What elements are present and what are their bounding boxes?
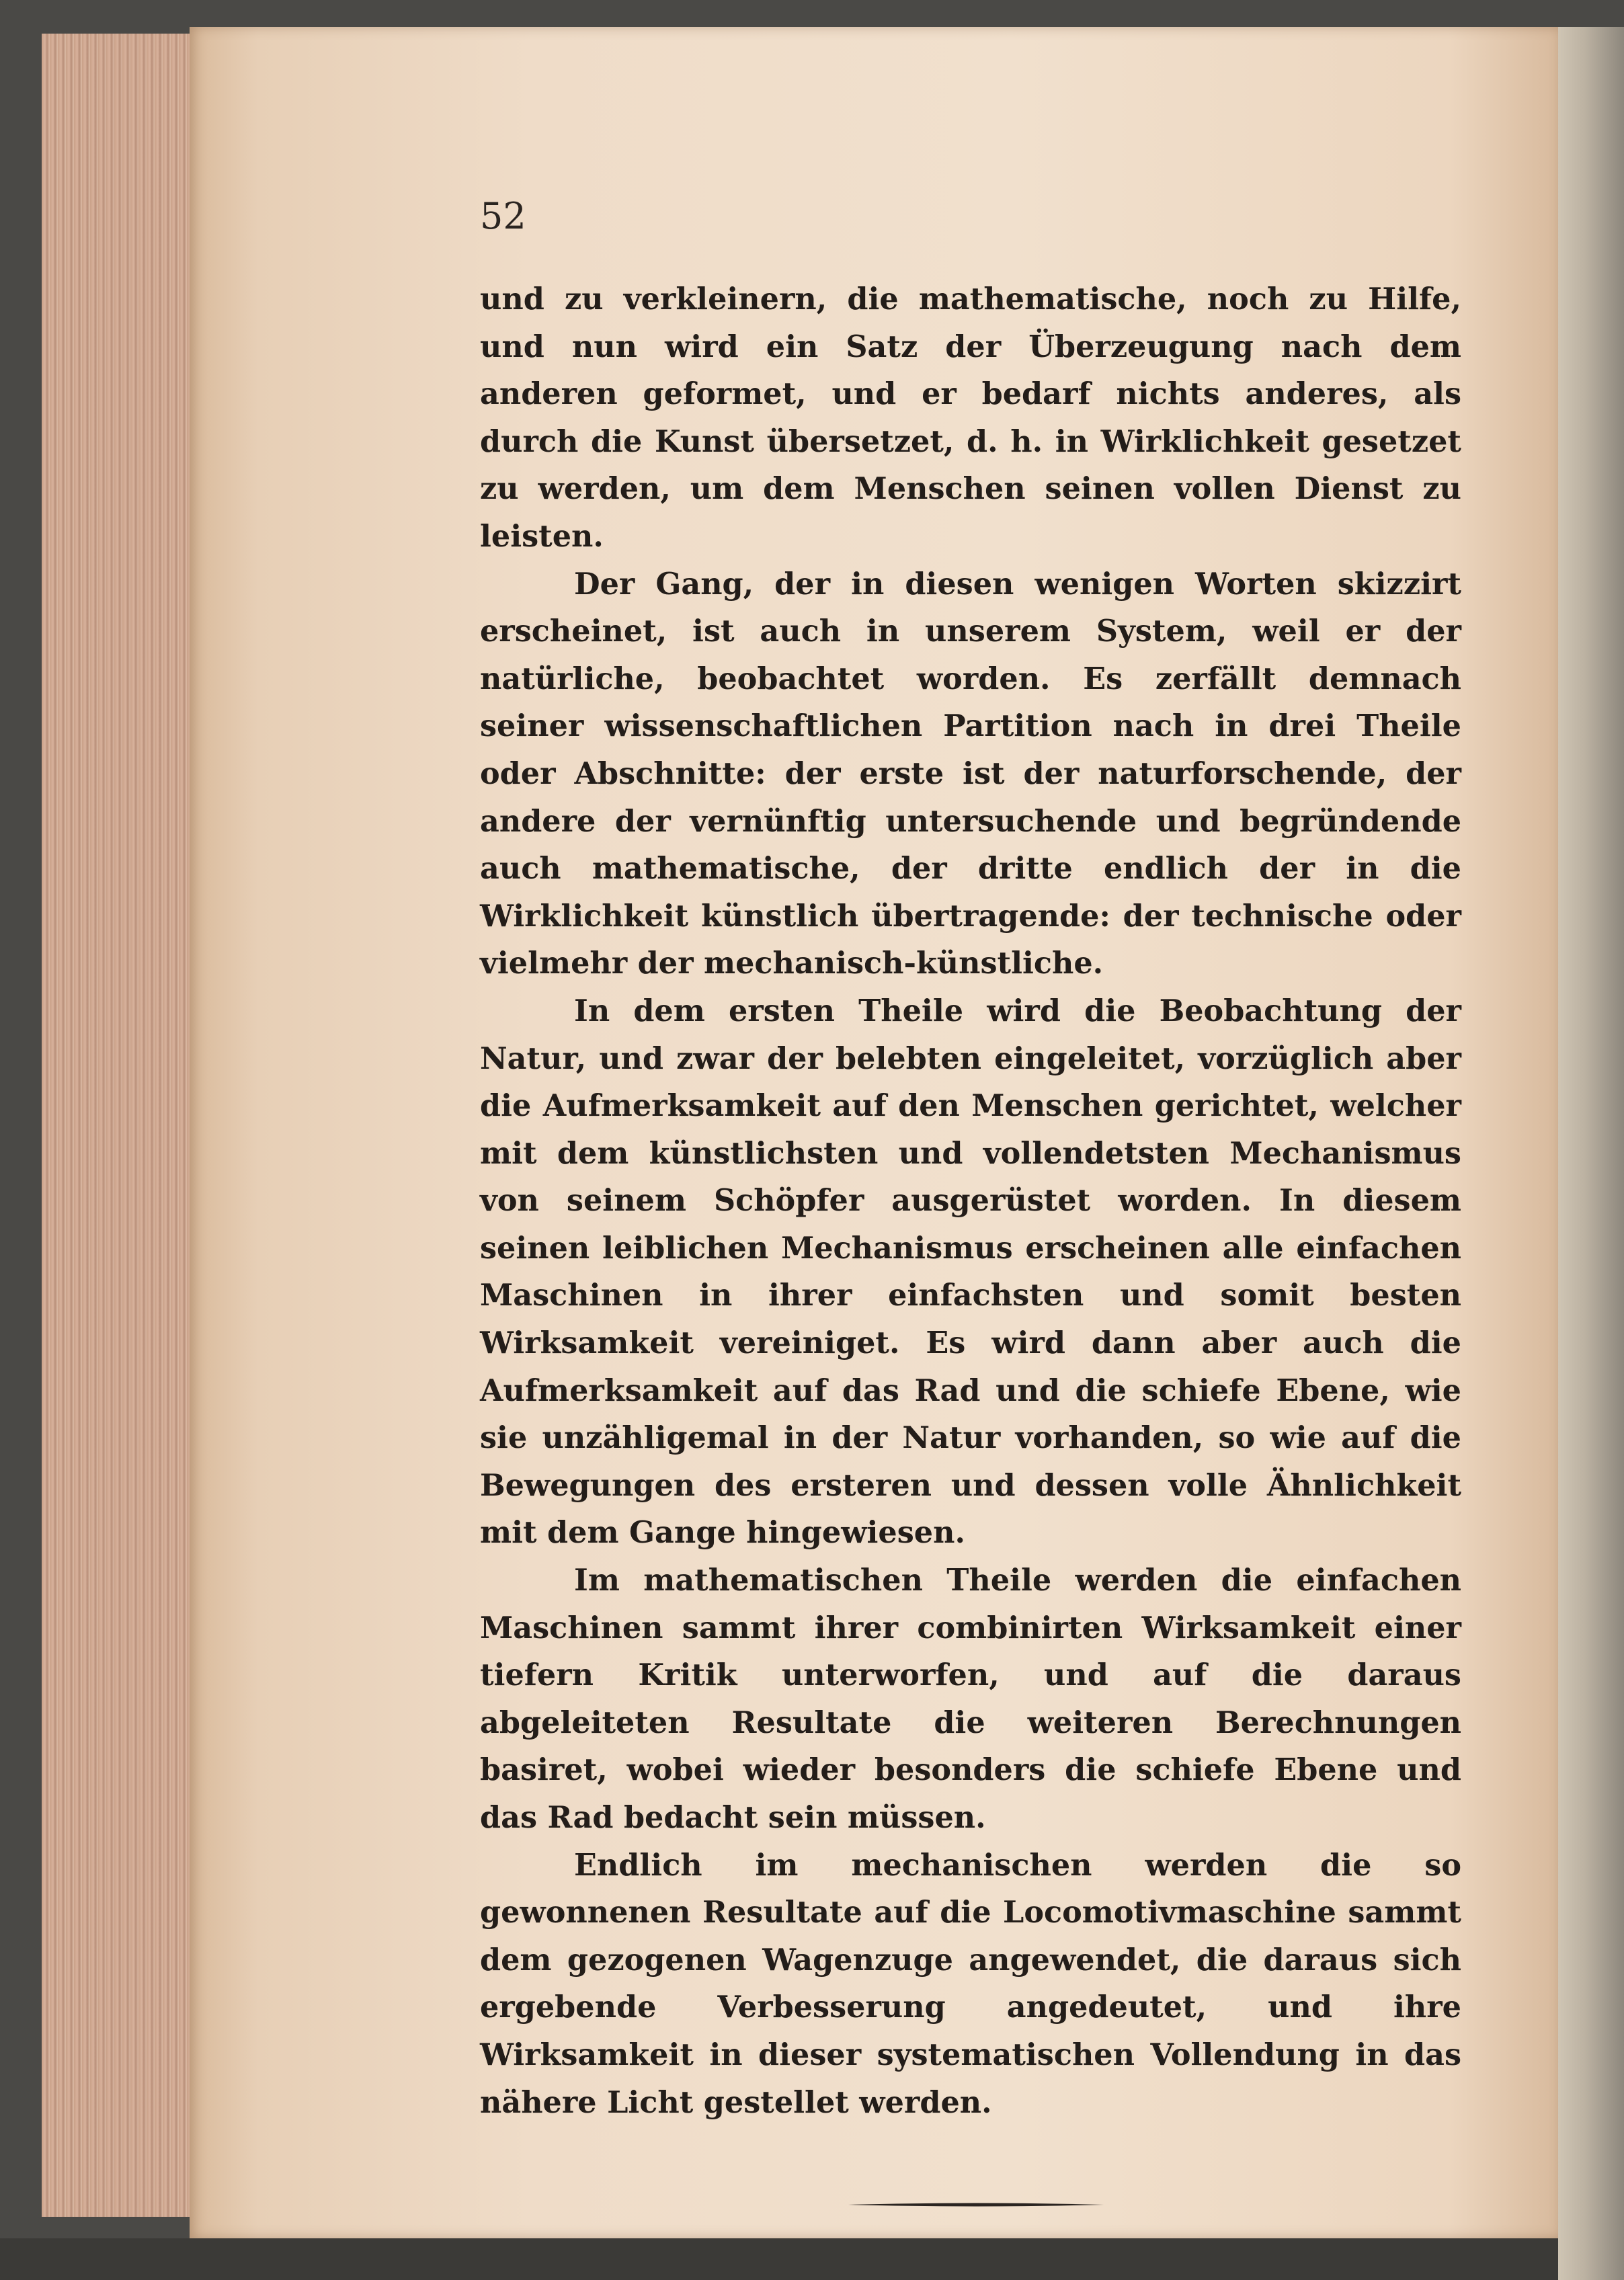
body-text <box>480 276 1461 2126</box>
page-edges <box>42 34 203 2217</box>
paragraph-1: und zu verkleinern, die mathematische, noch zu Hilfe, und nun wird ein Satz der Überzeugung nach dem anderen geformet, und er bedarf nichts anderes, als durch die Kunst übersetzet, d. h. in Wirklichkeit gesetzet zu werden, um dem Menschen seinen vollen Dienst zu leisten. <box>480 282 1461 554</box>
book-fore-edge <box>1558 27 1624 2280</box>
paragraph-4: Im mathematischen Theile werden die einfachen Maschinen sammt ihrer combinirten Wirksamkeit einer tiefern Kritik unterworfen, und auf die daraus abgeleiteten Resultate die weiteren Berechnungen basiret, wobei wieder besonders die schiefe Ebene und das Rad bedacht sein müssen. <box>480 1563 1461 1835</box>
paragraph-3: In dem ersten Theile wird die Beobachtung der Natur, und zwar der belebten eingeleitet, vorzüglich aber die Aufmerksamkeit auf den Menschen gerichtet, welcher mit dem künstlichsten und vollendetsten Mechanismus von seinem Schöpfer ausgerüstet worden. In diesem seinen leiblichen Mechanismus erscheinen alle einfachen Maschinen in ihrer einfachsten und somit besten Wirksamkeit vereiniget. Es wird dann aber auch die Aufmerksamkeit auf das Rad und die schiefe Ebene, wie sie unzähligemal in der Natur vorhanden, so wie auf die Bewegungen des ersteren und dessen volle Ähnlichkeit mit dem Gange hingewiesen. <box>480 993 1461 1551</box>
end-rule <box>848 2200 1104 2209</box>
scan-bottom-margin <box>0 2238 1558 2280</box>
paragraph-2: Der Gang, der in diesen wenigen Worten skizzirt erscheinet, ist auch in unserem System, weil er der natürliche, beobachtet worden. Es zerfällt demnach seiner wissenschaftlichen Partition nach in drei Theile oder Abschnitte: der erste ist der naturforschende, der andere der vernünftig untersuchende und begründende auch mathematische, der dritte endlich der in die Wirklichkeit künstlich übertragende: der technische oder vielmehr der mechanisch-künstliche. <box>480 566 1461 981</box>
paragraph-5: Endlich im mechanischen werden die so gewonnenen Resultate auf die Locomotivmaschine sammt dem gezogenen Wagenzuge angewendet, die daraus sich ergebende Verbesserung angedeutet, und ihre Wirksamkeit in dieser systematischen Vollendung in das nähere Licht gestellet werden. <box>480 1847 1461 2120</box>
page-number: 52 <box>480 195 526 237</box>
